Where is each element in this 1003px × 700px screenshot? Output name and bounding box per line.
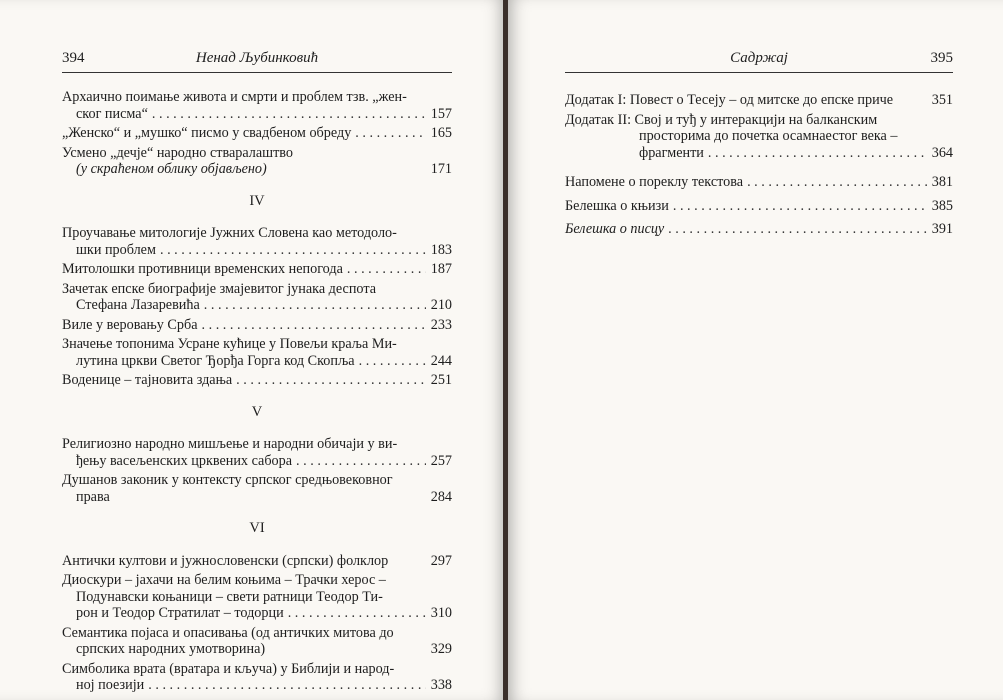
toc-page-number: 171 xyxy=(430,161,452,177)
toc-page-number: 251 xyxy=(430,372,452,388)
right-toc xyxy=(565,92,953,241)
toc-entry-line: Проучавање митологије Јужних Словена као методоло- xyxy=(62,225,397,241)
right-page xyxy=(508,0,1003,700)
toc-entry xyxy=(565,112,953,162)
toc-entry-line: Воденице – тајновита здања xyxy=(62,372,233,388)
toc-entry-line: Додатак II: Свој и туђ у интеракцији на балканским xyxy=(565,111,878,128)
toc-entry-line: шки проблем xyxy=(76,241,156,258)
toc-page-number: 183 xyxy=(430,241,452,258)
toc-entry-line: Додатак I: Повест о Тесеју – од митске до епске приче xyxy=(565,92,894,108)
section-number: IV xyxy=(249,192,265,209)
toc-page-number: 338 xyxy=(430,677,452,693)
toc-page-number: 329 xyxy=(430,641,452,657)
toc-entry-line: Митолошки противници временских непогода xyxy=(62,261,343,277)
toc-entry-line: Стефана Лазаревића xyxy=(76,297,200,313)
toc-entry xyxy=(565,174,953,191)
toc-page-number: 284 xyxy=(430,488,452,505)
toc-page-number: 391 xyxy=(931,221,953,237)
toc-entry xyxy=(62,372,452,389)
toc-entry xyxy=(565,221,953,238)
toc-entry-line: Подунавски коњаници – свети ратници Теодор Ти- xyxy=(76,588,383,605)
toc-entry xyxy=(62,261,452,278)
toc-entry-line: Усмено „дечје“ народно стваралаштво xyxy=(62,144,293,161)
toc-entry-line: ђењу васељенских црквених сабора xyxy=(76,452,293,469)
toc-entry-line: (у скраћеном облику објављено) xyxy=(76,161,267,177)
toc-page-number: 351 xyxy=(931,92,953,108)
toc-entry-line: Белешка о књизи xyxy=(565,197,669,214)
toc-page-number: 310 xyxy=(430,605,452,621)
toc-entry-line: Зачетак епске биографије змајевитог јунака деспота xyxy=(62,280,377,297)
section-number: V xyxy=(251,403,263,420)
toc-entry-line: „Женско“ и „мушко“ писмо у свадбеном обреду xyxy=(62,125,352,141)
toc-page-number: 297 xyxy=(430,552,452,569)
right-running-head: Садржај xyxy=(730,50,788,66)
toc-entry-line: Белешка о писцу xyxy=(565,221,665,237)
right-running-header xyxy=(565,50,953,73)
toc-entry xyxy=(565,198,953,215)
toc-entry xyxy=(62,336,452,369)
toc-entry xyxy=(62,125,452,142)
toc-entry-line: Виле у веровању Срба xyxy=(62,316,198,333)
toc-page-number: 257 xyxy=(430,452,452,469)
toc-page-number: 187 xyxy=(430,261,452,277)
toc-entry xyxy=(62,472,452,505)
toc-entry-line: Диоскури – јахачи на белим коњима – Трачки херос – xyxy=(62,572,386,588)
toc-entry xyxy=(62,661,452,694)
toc-page-number: 165 xyxy=(430,125,452,141)
left-page-number: 394 xyxy=(62,50,85,66)
toc-entry-line: Симболика врата (вратара и кључа) у Библији и народ- xyxy=(62,660,395,677)
left-running-head: Ненад Љубинковић xyxy=(195,50,319,66)
toc-entry xyxy=(565,92,953,109)
toc-entry-line: српских народних умотворина) xyxy=(76,641,266,657)
toc-entry-line: Религиозно народно мишљење и народни обичаји у ви- xyxy=(62,436,398,452)
left-running-header xyxy=(62,50,452,73)
toc-page-number: 381 xyxy=(931,174,953,190)
section-number: VI xyxy=(249,520,265,536)
toc-entry-line: Напомене о пореклу текстова xyxy=(565,174,744,190)
left-toc xyxy=(62,89,452,697)
toc-entry xyxy=(62,572,452,622)
toc-page-number: 385 xyxy=(931,197,953,214)
right-page-number: 395 xyxy=(930,50,953,66)
toc-entry-line: фрагменти xyxy=(639,144,704,161)
toc-page-number: 157 xyxy=(430,105,452,122)
toc-entry xyxy=(62,553,452,570)
toc-entry-line: рон и Теодор Стратилат – тодорци xyxy=(76,605,284,621)
toc-entry-line: лутина цркви Светог Ђорђа Горга код Скопља xyxy=(76,352,355,369)
toc-page-number: 233 xyxy=(430,316,452,333)
toc-page-number: 210 xyxy=(430,297,452,313)
toc-entry xyxy=(62,317,452,334)
toc-entry xyxy=(62,89,452,122)
toc-entry xyxy=(62,145,452,178)
toc-entry-line: Антички култови и јужнословенски (српски) фолклор xyxy=(62,552,389,569)
toc-entry xyxy=(62,625,452,658)
toc-entry xyxy=(62,281,452,314)
toc-entry xyxy=(62,225,452,258)
toc-entry-line: Значење топонима Усране кућице у Повељи краља Ми- xyxy=(62,336,397,352)
toc-entry-line: ној поезији xyxy=(76,677,145,693)
toc-entry-line: простoрима до почетка осамнаестог века – xyxy=(639,128,898,144)
toc-entry-line: ског писма“ xyxy=(76,105,148,122)
toc-page-number: 364 xyxy=(931,144,953,161)
toc-entry-line: Архаично поимање живота и смрти и проблем тзв. „жен- xyxy=(62,89,407,105)
toc-entry-line: Семантика појаса и опасивања (од античких митова до xyxy=(62,624,394,641)
toc-page-number: 244 xyxy=(430,352,452,369)
toc-entry-line: права xyxy=(76,488,110,505)
toc-entry xyxy=(62,436,452,469)
toc-entry-line: Душанов законик у контексту српског средњовековног xyxy=(62,472,393,488)
